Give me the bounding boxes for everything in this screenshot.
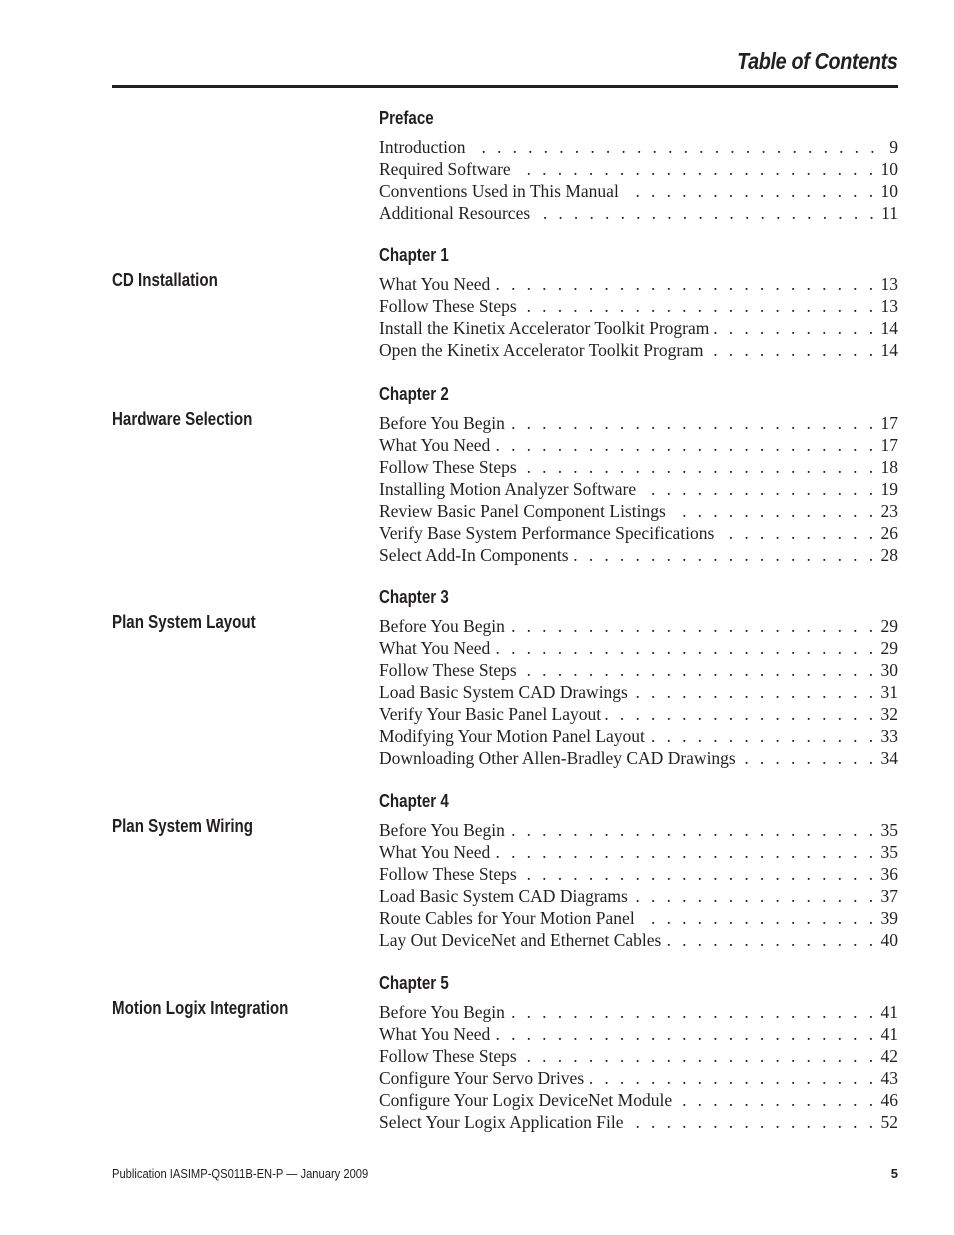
toc-entry-page: 33 <box>880 726 898 746</box>
toc-entry[interactable] <box>379 885 898 907</box>
toc-entry-page: 17 <box>880 413 898 433</box>
toc-entry[interactable] <box>379 273 898 295</box>
toc-entry-page: 46 <box>880 1090 898 1110</box>
toc-entry[interactable] <box>379 703 898 725</box>
toc-entry-page: 43 <box>880 1068 898 1088</box>
toc-entry-label: Configure Your Servo Drives <box>379 1068 585 1088</box>
dot-leader <box>649 725 877 747</box>
dot-leader <box>494 1023 876 1045</box>
toc-entry-label: Follow These Steps <box>379 457 517 477</box>
toc-entry-label: What You Need <box>379 638 491 658</box>
toc-entry-list <box>379 819 898 951</box>
toc-entry-label: Load Basic System CAD Drawings <box>379 682 628 702</box>
toc-entry-page: 42 <box>880 1046 898 1066</box>
toc-entry[interactable] <box>379 500 898 522</box>
toc-entry-page: 41 <box>880 1024 898 1044</box>
toc-entry-page: 10 <box>880 159 898 179</box>
dot-leader <box>740 747 877 769</box>
dot-leader <box>521 295 877 317</box>
toc-entry[interactable] <box>379 681 898 703</box>
toc-entry-label: What You Need <box>379 274 491 294</box>
dot-leader <box>718 522 876 544</box>
toc-entry-page: 34 <box>880 748 898 768</box>
toc-entry[interactable] <box>379 412 898 434</box>
footer-publication: Publication IASIMP-QS011B-EN-P — January 2009 <box>112 1166 369 1181</box>
section-heading: Preface <box>379 108 434 128</box>
toc-entry[interactable] <box>379 637 898 659</box>
toc-entry-page: 52 <box>880 1112 898 1132</box>
toc-entry-label: Verify Your Basic Panel Layout <box>379 704 602 724</box>
toc-entry-page: 23 <box>880 501 898 521</box>
toc-entry-list <box>379 615 898 769</box>
toc-entry-label: Introduction <box>379 137 466 157</box>
toc-entry[interactable] <box>379 841 898 863</box>
toc-entry-label: Follow These Steps <box>379 660 517 680</box>
toc-entry-page: 28 <box>880 545 898 565</box>
toc-entry[interactable] <box>379 1089 898 1111</box>
toc-entry[interactable] <box>379 478 898 500</box>
toc-entry-label: Load Basic System CAD Diagrams <box>379 886 628 906</box>
toc-entry-page: 13 <box>880 274 898 294</box>
toc-entry-label: Follow These Steps <box>379 864 517 884</box>
toc-entry-label: Installing Motion Analyzer Software <box>379 479 637 499</box>
toc-entry-label: Select Add-In Components <box>379 545 569 565</box>
dot-leader <box>632 885 877 907</box>
toc-entry-page: 31 <box>880 682 898 702</box>
dot-leader <box>494 841 876 863</box>
toc-entry-label: Lay Out DeviceNet and Ethernet Cables <box>379 930 662 950</box>
toc-entry-page: 10 <box>880 181 898 201</box>
toc-entry-label: Configure Your Logix DeviceNet Module <box>379 1090 673 1110</box>
toc-entry[interactable] <box>379 1045 898 1067</box>
toc-entry-label: Verify Base System Performance Specifications <box>379 523 715 543</box>
toc-entry-page: 17 <box>880 435 898 455</box>
toc-entry[interactable] <box>379 747 898 769</box>
toc-entry-label: Conventions Used in This Manual <box>379 181 619 201</box>
chapter-title: Hardware Selection <box>112 409 253 429</box>
toc-entry-list <box>379 412 898 566</box>
dot-leader <box>509 412 877 434</box>
toc-entry[interactable] <box>379 725 898 747</box>
toc-entry-page: 35 <box>880 820 898 840</box>
dot-leader <box>494 434 876 456</box>
dot-leader <box>605 703 876 725</box>
dot-leader <box>515 158 877 180</box>
dot-leader <box>521 456 877 478</box>
toc-entry-list <box>379 1001 898 1133</box>
toc-entry-page: 11 <box>881 203 898 223</box>
dot-leader <box>623 180 877 202</box>
dot-leader <box>470 136 878 158</box>
toc-entry-page: 29 <box>880 616 898 636</box>
toc-entry[interactable] <box>379 929 898 951</box>
toc-entry[interactable] <box>379 1023 898 1045</box>
chapter-title: Plan System Wiring <box>112 816 254 836</box>
toc-entry-label: Before You Begin <box>379 616 505 636</box>
dot-leader <box>521 659 877 681</box>
dot-leader <box>588 1067 876 1089</box>
toc-entry-label: What You Need <box>379 842 491 862</box>
dot-leader <box>713 317 876 339</box>
toc-entry-label: What You Need <box>379 435 491 455</box>
toc-entry-page: 32 <box>880 704 898 724</box>
dot-leader <box>676 1089 876 1111</box>
toc-entry-list <box>379 273 898 361</box>
toc-entry-page: 18 <box>880 457 898 477</box>
toc-entry-label: What You Need <box>379 1024 491 1044</box>
toc-entry-label: Additional Resources <box>379 203 531 223</box>
toc-entry-page: 37 <box>880 886 898 906</box>
toc-entry-page: 13 <box>880 296 898 316</box>
dot-leader <box>509 1001 877 1023</box>
toc-entry-page: 26 <box>880 523 898 543</box>
dot-leader <box>665 929 876 951</box>
toc-entry-label: Downloading Other Allen-Bradley CAD Drawings <box>379 748 736 768</box>
dot-leader <box>632 681 877 703</box>
section-heading: Chapter 2 <box>379 384 449 404</box>
toc-entry[interactable] <box>379 819 898 841</box>
dot-leader <box>509 819 877 841</box>
toc-entry-label: Install the Kinetix Accelerator Toolkit Program <box>379 318 710 338</box>
toc-entry-label: Before You Begin <box>379 1002 505 1022</box>
toc-entry-page: 14 <box>880 340 898 360</box>
section-heading: Chapter 3 <box>379 587 449 607</box>
section-heading: Chapter 5 <box>379 973 449 993</box>
toc-entry[interactable] <box>379 202 898 224</box>
dot-leader <box>534 202 877 224</box>
dot-leader <box>521 863 877 885</box>
toc-entry-page: 9 <box>889 137 898 157</box>
toc-entry[interactable] <box>379 522 898 544</box>
toc-entry-label: Open the Kinetix Accelerator Toolkit Program <box>379 340 704 360</box>
toc-entry[interactable] <box>379 863 898 885</box>
toc-entry-list <box>379 136 898 224</box>
toc-entry[interactable] <box>379 295 898 317</box>
toc-entry[interactable] <box>379 907 898 929</box>
toc-entry-label: Route Cables for Your Motion Panel <box>379 908 635 928</box>
toc-entry-page: 14 <box>880 318 898 338</box>
toc-entry-label: Required Software <box>379 159 511 179</box>
dot-leader <box>573 544 877 566</box>
toc-entry[interactable] <box>379 1111 898 1133</box>
toc-entry[interactable] <box>379 136 898 158</box>
dot-leader <box>521 1045 877 1067</box>
dot-leader <box>494 637 876 659</box>
toc-entry[interactable] <box>379 339 898 361</box>
chapter-title: Plan System Layout <box>112 612 256 632</box>
dot-leader <box>494 273 876 295</box>
section-heading: Chapter 1 <box>379 245 449 265</box>
dot-leader <box>639 907 877 929</box>
toc-entry[interactable] <box>379 544 898 566</box>
toc-entry-page: 19 <box>880 479 898 499</box>
footer-page-number: 5 <box>890 1166 898 1181</box>
toc-entry-page: 41 <box>880 1002 898 1022</box>
dot-leader <box>708 339 877 361</box>
toc-entry-page: 39 <box>880 908 898 928</box>
section-heading: Chapter 4 <box>379 791 449 811</box>
toc-entry-label: Before You Begin <box>379 820 505 840</box>
dot-leader <box>640 478 876 500</box>
header-rule <box>112 85 898 88</box>
toc-entry-label: Select Your Logix Application File <box>379 1112 624 1132</box>
dot-leader <box>509 615 877 637</box>
page-title: Table of Contents <box>737 48 898 74</box>
toc-entry[interactable] <box>379 180 898 202</box>
toc-entry-label: Modifying Your Motion Panel Layout <box>379 726 645 746</box>
toc-entry-page: 30 <box>880 660 898 680</box>
toc-entry[interactable] <box>379 434 898 456</box>
toc-entry-page: 29 <box>880 638 898 658</box>
dot-leader <box>670 500 877 522</box>
chapter-title: Motion Logix Integration <box>112 998 289 1018</box>
toc-entry-page: 36 <box>880 864 898 884</box>
toc-entry[interactable] <box>379 158 898 180</box>
toc-entry[interactable] <box>379 1067 898 1089</box>
toc-entry[interactable] <box>379 615 898 637</box>
toc-entry-label: Follow These Steps <box>379 296 517 316</box>
toc-entry[interactable] <box>379 659 898 681</box>
toc-entry-label: Review Basic Panel Component Listings <box>379 501 666 521</box>
toc-entry[interactable] <box>379 1001 898 1023</box>
chapter-title: CD Installation <box>112 270 218 290</box>
toc-entry[interactable] <box>379 456 898 478</box>
toc-entry-page: 40 <box>880 930 898 950</box>
toc-entry-label: Follow These Steps <box>379 1046 517 1066</box>
dot-leader <box>628 1111 877 1133</box>
toc-entry-page: 35 <box>880 842 898 862</box>
toc-entry[interactable] <box>379 317 898 339</box>
toc-entry-label: Before You Begin <box>379 413 505 433</box>
